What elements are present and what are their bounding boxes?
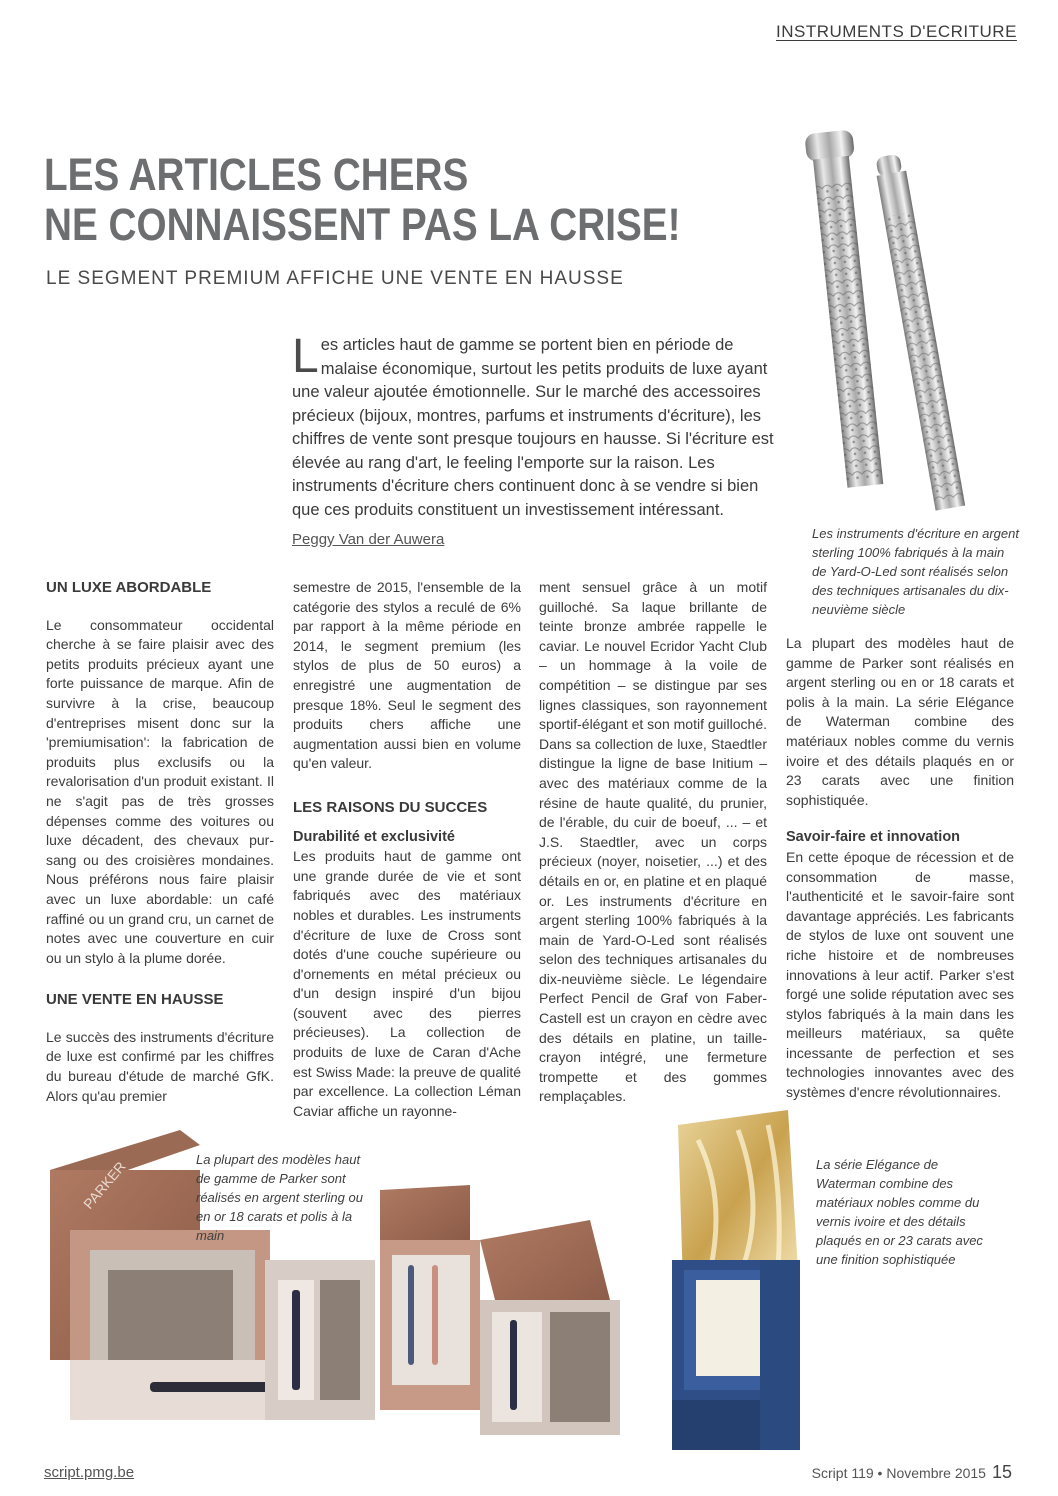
footer-website-link[interactable]: script.pmg.be bbox=[44, 1464, 135, 1481]
subheading-durabilite: Durabilité et exclusivité bbox=[293, 828, 455, 845]
col1-paragraph-2: Le succès des instruments d'écriture de luxe est confirmé par les chiffres du bureau d'étude de marché GfK. Alors qu'au premier bbox=[46, 1028, 274, 1104]
caption-yard-o-led: Les instruments d'écriture en argent sterling 100% fabriqués à la main de Yard-O-Led sont réalisés selon des techniques artisanales du dix-neuvième siècle bbox=[812, 526, 1019, 617]
footer-issue bbox=[812, 1462, 1012, 1483]
heading-vente-en-hausse: UNE VENTE EN HAUSSE bbox=[46, 991, 224, 1009]
waterman-drawer bbox=[770, 1380, 790, 1440]
article-intro bbox=[292, 330, 776, 522]
column-1 bbox=[46, 578, 274, 1106]
col3-paragraph-1: ment sensuel grâce à un motif guilloché. Sa laque brillante de teinte bronze ambrée rappelle le caviar. Le nouvel Ecridor Yacht Club – un hommage à la voile de compétition – se distingue par ses lignes classiques, son rayonnement sportif-élégant et son motif guilloché. Dans sa collection de luxe, Staedtler distingue la ligne de base Initium – avec des matériaux comme de la résine de haute qualité, du prunier, de l'érable, du cuir de boeuf, ... – et J.S. Staedtler, avec un corps précieux (noyer, noisetier, ...) et des détails en or, en platine et en plaqué or. Les instruments d'écriture en argent sterling 100% fabriqués à la main de Yard-O-Led sont réalisés selon des techniques artisanales du dix-neuvième siècle. Le légendaire Perfect Pencil de Graf von Faber-Castell est un crayon en cèdre avec des détails en platine, un taille-crayon intégré, une fermeture trompette et des gommes remplaçables. bbox=[539, 579, 768, 1105]
col2-paragraph-1: semestre de 2015, l'ensemble de la catégorie des stylos a reculé de 6% par rapport à la même période en 2014, le segment premium (les stylos de plus de 50 euros) a enregistré une augmentation de presque 18%. Seul le segment des produits chers affiche une augmentation aussi bien en volume qu'en valeur. bbox=[293, 579, 521, 772]
parker-brand-text: PARKER bbox=[80, 1158, 129, 1212]
yard-o-led-pens-photo bbox=[796, 120, 1036, 516]
title-line-1: LES ARTICLES CHERS bbox=[44, 149, 469, 200]
page-number: 15 bbox=[991, 1462, 1012, 1482]
issue-info: Script 119 • Novembre 2015 bbox=[811, 1465, 986, 1481]
col1-paragraph-1: Le consommateur occidental cherche à se faire plaisir avec des petits produits précieux ayant une forte puissance de marque. Afin de survivre à la crise, beaucoup d'entreprises misent donc sur la 'premiumisation': la fabrication de produits plus exclusifs ou la revalorisation d'un produit existant. Il ne s'agit pas de très grosses dépenses comme des voitures ou luxe décadent, des chevaux pur-sang ou des croisières mondaines. Nous préférons nous faire plaisir avec un luxe abordable: un café raffiné ou un grand cru, un carnet de notes avec une couverture en cuir ou un stylo à la plume dorée. bbox=[46, 616, 274, 966]
column-4 bbox=[786, 634, 1014, 1103]
intro-dropcap: L bbox=[292, 330, 319, 383]
column-2 bbox=[293, 578, 521, 1121]
caption-waterman: La série Elégance de Waterman combine des matériaux nobles comme du vernis ivoire et des détails plaqués en or 23 carats avec une finition sophistiquée bbox=[816, 1157, 983, 1267]
col2-paragraph-2: Les produits haut de gamme ont une grande durée de vie et sont fabriqués avec des matériaux nobles et durables. Les instruments d'écriture de luxe de Cross sont dotés d'une couche supérieure ou d'ornements en métal précieux ou d'un design inspiré d'un bijou (souvent avec des pierres précieuses). La collection de produits de luxe de Caran d'Ache est Swiss Made: la preuve de qualité par excellence. La collection Léman Caviar affiche un rayonne- bbox=[293, 848, 522, 1119]
subheading-savoir-faire: Savoir-faire et innovation bbox=[786, 829, 961, 846]
col4-paragraph-1: La plupart des modèles haut de gamme de Parker sont réalisés en argent sterling ou en or 18 carats et polis à la main. La série Elégance de Waterman combine des matériaux nobles comme du vernis ivoire et des détails plaqués en or 23 carats avec une finition sophistiquée. bbox=[786, 635, 1014, 808]
title-line-2: NE CONNAISSENT PAS LA CRISE! bbox=[44, 199, 681, 250]
heading-raisons-du-succes: LES RAISONS DU SUCCES bbox=[293, 798, 488, 816]
article-title bbox=[44, 150, 680, 250]
heading-luxe-abordable: UN LUXE ABORDABLE bbox=[46, 579, 212, 596]
section-tag: INSTRUMENTS D'ECRITURE bbox=[776, 22, 1017, 41]
caption-parker: La plupart des modèles haut de gamme de Parker sont réalisés en argent sterling ou en or 18 carats et polis à la main bbox=[196, 1152, 363, 1243]
column-3 bbox=[539, 578, 767, 1107]
author-byline[interactable]: Peggy Van der Auwera bbox=[292, 531, 445, 548]
col4-paragraph-2: En cette époque de récession et de consommation de masse, l'authenticité et le savoir-faire sont davantage appréciés. Les fabricants de stylos de luxe ont souvent une riche histoire et de nombreuses innovations à leur actif. Parker s'est forgé une solide réputation avec ses stylos fabriqués à la main dans les meilleurs matériaux, sa quête incessante de perfection et ses technologies innovantes avec des systèmes d'encre révolutionnaires. bbox=[786, 848, 1014, 1101]
article-subtitle: LE SEGMENT PREMIUM AFFICHE UNE VENTE EN HAUSSE bbox=[46, 268, 624, 289]
intro-text: es articles haut de gamme se portent bien en période de malaise économique, surtout les petits produits de luxe ayant une valeur ajoutée émotionnelle. Sur le marché des accessoires précieux (bijoux, montres, parfums et instruments d'écriture), les chiffres de vente sont presque toujours en hausse. Si l'écriture est élevée au rang d'art, le feeling l'emporte sur la raison. Les instruments d'écriture chers continuent donc à se vendre si bien que ces produits constituent un investissement intéressant. bbox=[292, 336, 774, 519]
